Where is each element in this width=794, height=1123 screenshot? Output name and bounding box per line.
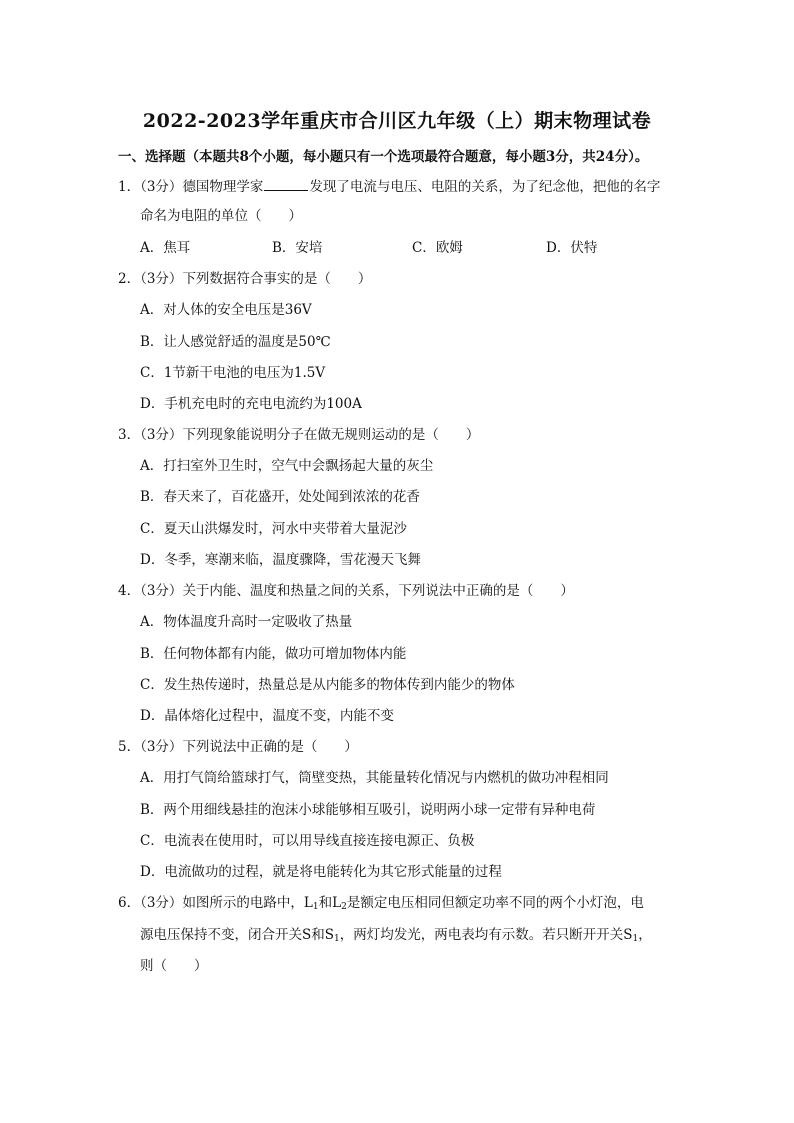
option-c: C．欧姆: [412, 240, 463, 256]
question-text: 德国物理学家: [182, 179, 264, 195]
question-score: （3分）: [140, 895, 183, 911]
answer-blank: [264, 176, 308, 191]
option-d: D．伏特: [546, 240, 598, 256]
option-a: A．对人体的安全电压是36V: [140, 302, 312, 318]
question-text: 下列现象能说明分子在做无规则运动的是（ ）: [182, 427, 480, 443]
option-a: A．打扫室外卫生时，空气中会飘扬起大量的灰尘: [140, 458, 434, 474]
option-d: D．冬季，寒潮来临，温度骤降，雪花漫天飞舞: [140, 552, 421, 568]
subscript: 1: [632, 934, 639, 944]
question-score: （3分）: [140, 739, 183, 755]
option-d: D．手机充电时的充电电流约为100A: [140, 396, 362, 412]
subscript: 1: [312, 902, 319, 912]
option-a: A．物体温度升高时一定吸收了热量: [140, 614, 353, 630]
subscript: 2: [341, 902, 347, 912]
question-6-continued-2: 则（ ）: [140, 958, 208, 974]
option-c: C．电流表在使用时，可以用导线直接连接电源正、负极: [140, 833, 475, 849]
question-number: 4．: [118, 583, 141, 599]
question-number: 5．: [118, 739, 141, 755]
question-text: ，: [638, 927, 652, 943]
question-text: 关于内能、温度和热量之间的关系，下列说法中正确的是（ ）: [182, 583, 574, 599]
question-text: 和L: [318, 895, 342, 911]
question-text: 发现了电流与电压、电阻的关系，为了纪念他，把他的名字: [309, 179, 661, 195]
question-number: 6．: [118, 895, 141, 911]
option-d: D．电流做功的过程，就是将电能转化为其它形式能量的过程: [140, 864, 502, 880]
question-number: 3．: [118, 427, 141, 443]
option-b: B．安培: [272, 240, 323, 256]
exam-title: 2022-2023学年重庆市合川区九年级（上）期末物理试卷: [142, 110, 652, 132]
question-text: 如图所示的电路中，L: [182, 895, 313, 911]
question-4: [118, 582, 574, 600]
option-b: B．两个用细线悬挂的泡沫小球能够相互吸引，说明两小球一定带有异种电荷: [140, 802, 596, 818]
option-b: B．让人感觉舒适的温度是50℃: [140, 334, 331, 350]
question-6-continued: [140, 926, 652, 948]
question-number: 1．: [118, 179, 141, 195]
subscript: 1: [334, 934, 340, 944]
question-score: （3分）: [140, 271, 183, 287]
question-text: 是额定电压相同但额定功率不同的两个小灯泡，电: [346, 895, 644, 911]
question-5: [118, 738, 358, 756]
option-a: A．焦耳: [140, 240, 191, 256]
option-c: C．1节新干电池的电压为1.5V: [140, 365, 326, 381]
option-b: B．春天来了，百花盛开，处处闻到浓浓的花香: [140, 489, 420, 505]
question-number: 2．: [118, 271, 141, 287]
question-1: [118, 176, 660, 196]
question-text: 下列数据符合事实的是（ ）: [182, 271, 372, 287]
question-text: 源电压保持不变，闭合开关S和S: [140, 927, 334, 943]
question-2: [118, 270, 371, 288]
question-6: [118, 894, 644, 916]
option-c: C．夏天山洪爆发时，河水中夹带着大量泥沙: [140, 521, 407, 537]
question-3: [118, 426, 479, 444]
question-score: （3分）: [140, 179, 183, 195]
question-text: 下列说法中正确的是（ ）: [182, 739, 358, 755]
option-a: A．用打气筒给篮球打气，筒壁变热，其能量转化情况与内燃机的做功冲程相同: [140, 770, 609, 786]
section-header: 一、选择题（本题共8个小题，每小题只有一个选项最符合题意，每小题3分，共24分）。: [118, 149, 649, 165]
question-score: （3分）: [140, 427, 183, 443]
option-b: B．任何物体都有内能，做功可增加物体内能: [140, 646, 407, 662]
question-text: ，两灯均发光，两电表均有示数。若只断开开关S: [339, 927, 633, 943]
question-1-continued: 命名为电阻的单位（ ）: [140, 208, 302, 224]
option-c: C．发生热传递时，热量总是从内能多的物体传到内能少的物体: [140, 677, 515, 693]
option-d: D．晶体熔化过程中，温度不变，内能不变: [140, 708, 394, 724]
question-score: （3分）: [140, 583, 183, 599]
